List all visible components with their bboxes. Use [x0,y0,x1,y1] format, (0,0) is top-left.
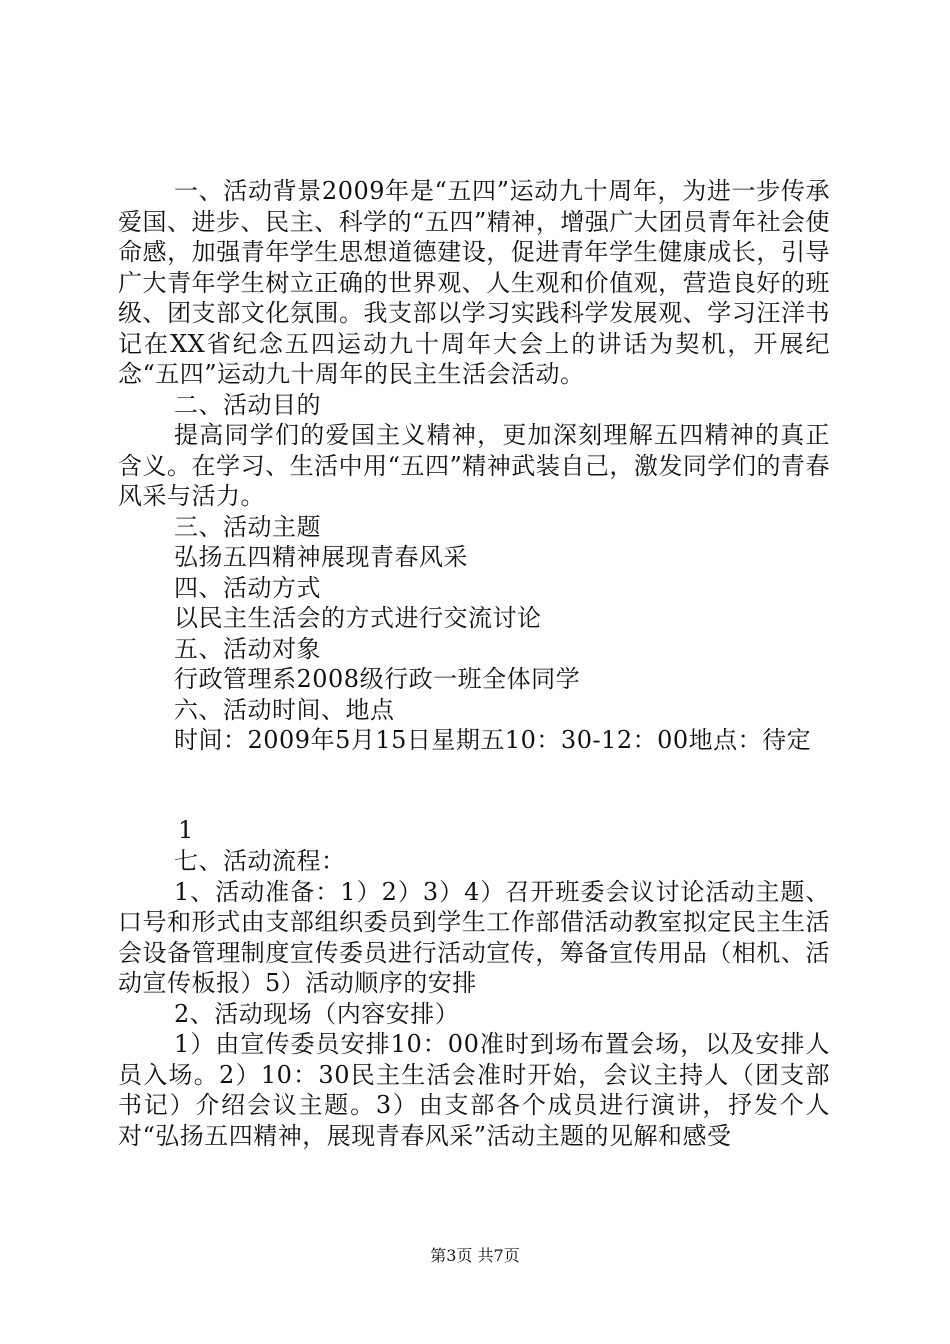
paragraph-theme: 弘扬五四精神展现青春风采 [174,543,468,571]
paragraph-audience: 行政管理系2008级行政一班全体同学 [174,665,581,693]
heading-purpose: 二、活动目的 [174,390,321,419]
document-body-bottom [118,846,830,1151]
inline-page-marker: 1 [178,816,194,844]
paragraph-background: 一、活动背景2009年是“五四”运动九十周年，为进一步传承爱国、进步、民主、科学的“五四”精神，增强广大团员青年社会使命感，加强青年学生思想道德建设，促进青年学生健康成长，引导广大青年学生树立正确的世界观、人生观和价值观，营造良好的班级、团支部文化氛围。我支部以学习实践科学发展观、学习汪洋书记在XX省纪念五四运动九十周年大会上的讲话为契机，开展纪念“五四”运动九十周年的民主生活会活动。 [118,177,830,388]
document-body-top [118,176,830,756]
paragraph-purpose: 提高同学们的爱国主义精神，更加深刻理解五四精神的真正含义。在学习、生活中用“五四”精神武装自己，激发同学们的青春风采与活力。 [118,421,830,510]
paragraph-preparation: 1、活动准备：1）2）3）4）召开班委会议讨论活动主题、口号和形式由支部组织委员到学生工作部借活动教室拟定民主生活会设备管理制度宣传委员进行活动宣传，筹备宣传用品（相机、活动宣传板报）5）活动顺序的安排 [118,877,830,997]
paragraph-time-place: 时间：2009年5月15日星期五10：30-12：00地点：待定 [174,726,812,754]
heading-audience: 五、活动对象 [174,634,321,663]
page-footer: 第3页 共7页 [430,1246,520,1265]
paragraph-method: 以民主生活会的方式进行交流讨论 [174,604,542,632]
heading-method: 四、活动方式 [174,573,321,602]
heading-process: 七、活动流程： [174,847,346,875]
heading-theme: 三、活动主题 [174,512,321,541]
paragraph-onsite: 1）由宣传委员安排10：00准时到场布置会场，以及安排人员入场。2）10：30民主生活会准时开始，会议主持人（团支部书记）介绍会议主题。3）由支部各个成员进行演讲，抒发个人对“弘扬五四精神，展现青春风采”活动主题的见解和感受 [118,1030,830,1150]
heading-onsite: 2、活动现场（内容安排） [174,999,460,1028]
heading-time-place: 六、活动时间、地点 [174,695,395,724]
